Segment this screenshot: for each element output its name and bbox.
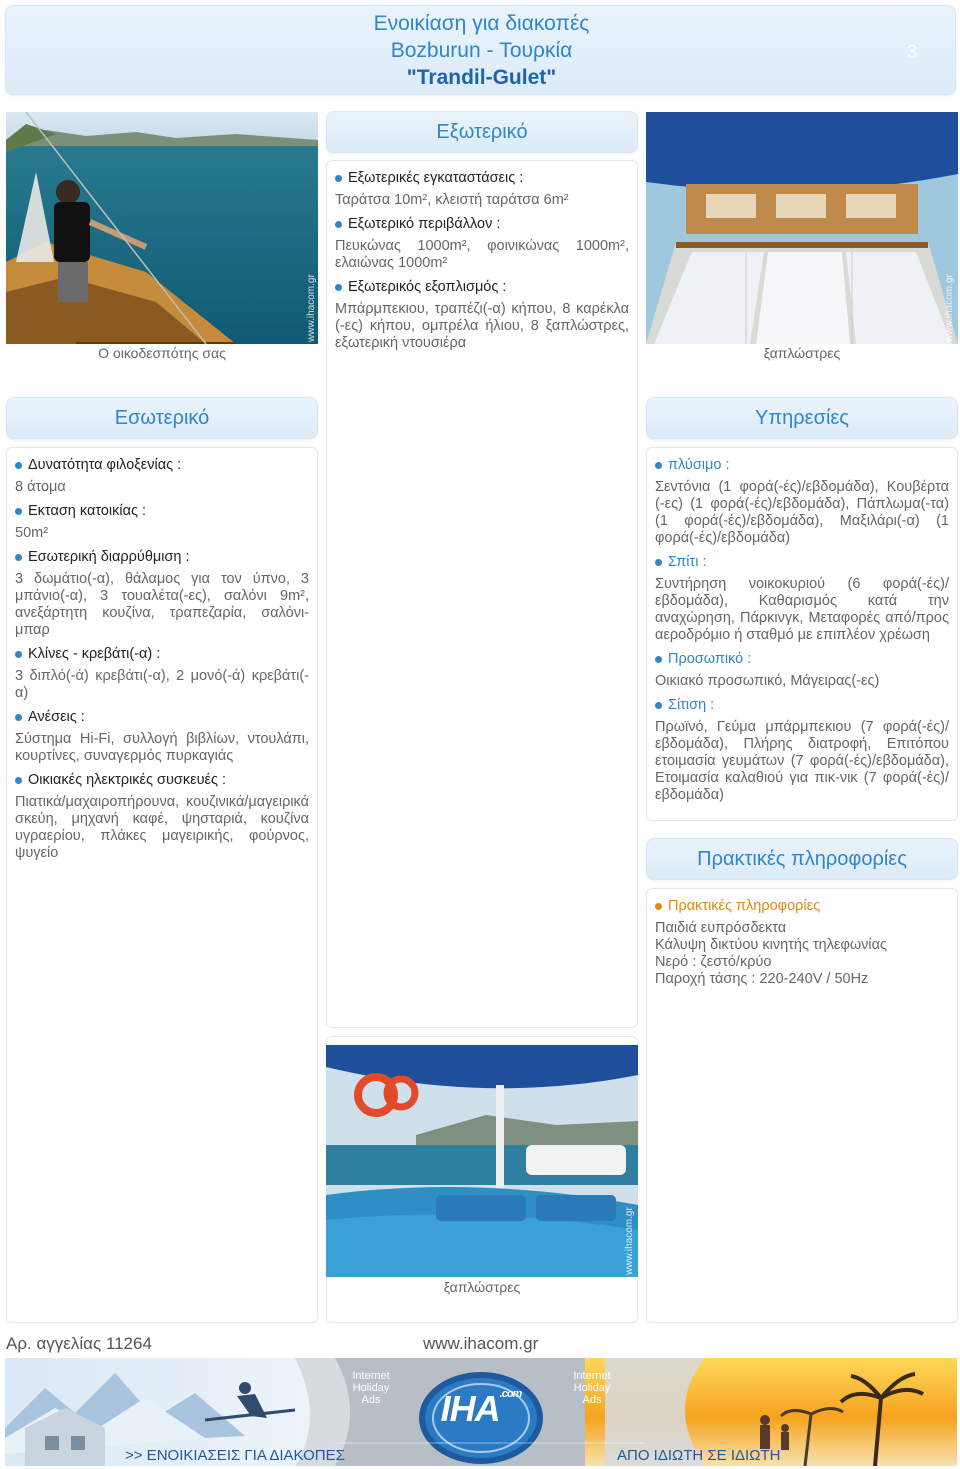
services-item-value: Οικιακό προσωπικό, Μάγειρας(-ες) <box>655 673 880 689</box>
owner-photo-image <box>6 112 318 344</box>
photo-deck <box>646 112 958 344</box>
photo-owner <box>6 112 318 344</box>
listing-reference: Αρ. αγγελίας 11264 <box>6 1334 152 1353</box>
header-title-line3: "Trandil-Gulet" <box>406 66 557 89</box>
practical-line: Παιδιά ευπρόσδεκτα <box>655 920 787 936</box>
interior-item-value: Σύστημα Hi-Fi, συλλογή βιβλίων, ντουλάπι, κουρτίνες, συναγερμός πυρκαγιάς <box>15 731 309 764</box>
services-item-label: Σπίτι : <box>655 554 949 571</box>
exterior-item-value: Πευκώνας 1000m², φοινικώνας 1000m², ελαιώνας 1000m² <box>335 238 629 271</box>
services-item-label: Προσωπικό : <box>655 651 949 668</box>
interior-item-label: Εκταση κατοικίας : <box>15 503 309 520</box>
interior-item-label: Οικιακές ηλεκτρικές συσκευές : <box>15 772 309 789</box>
services-item-label: Σίτιση : <box>655 697 949 714</box>
exterior-item-label: Εξωτερικό περιβάλλον : <box>335 216 629 233</box>
interior-item-value: 3 διπλό(-ά) κρεβάτι(-α), 2 μονό(-ά) κρεβάτι(-α) <box>15 668 309 701</box>
page-number: 3 <box>906 42 917 62</box>
interior-item-value: Πιατικά/μαχαιροπήρουνα, κουζινικά/μαγειρικά σκεύη, μηχανή καφέ, ψησταριά, κουζίνα υγραερίου, πλάκες μαγειρικής, φούρνος, ψυγείο <box>15 794 309 861</box>
practical-line: Παροχή τάσης : 220-240V / 50Hz <box>655 971 869 987</box>
interior-title: Εσωτερικό <box>6 397 318 439</box>
practical-label: Πρακτικές πληροφορίες <box>655 898 949 915</box>
services-item-value: Σεντόνια (1 φορά(-ές)/εβδομάδα), Κουβέρτα (-ες) (1 φορά(-ές)/εβδομάδα), Πάπλωμα(-τα) (1 φορά(-ές)/εβδομάδα), Μαξιλάρι(-α) (1 φορά(-ές)/εβδομάδα) <box>655 479 949 546</box>
interior-item-label: Κλίνες - κρεβάτι(-α) : <box>15 646 309 663</box>
interior-item-value: 50m² <box>15 525 49 541</box>
interior-item-label: Δυνατότητα φιλοξενίας : <box>15 457 309 474</box>
deck-photo-watermark: www.ihacom.gr <box>944 274 955 342</box>
photo-lounge <box>326 1045 638 1277</box>
practical-line: Νερό : ζεστό/κρύο <box>655 954 772 970</box>
interior-item-value: 8 άτομα <box>15 479 66 495</box>
interior-section <box>15 457 309 869</box>
header-title-line1: Ενοικίαση για διακοπές <box>373 12 590 35</box>
owner-photo-caption: Ο οικοδεσπότης σας <box>98 345 226 361</box>
header-title-line2: Bozburun - Τουρκία <box>390 39 573 62</box>
exterior-item-label: Εξωτερικές εγκαταστάσεις : <box>335 170 629 187</box>
interior-item-value: 3 δωμάτιο(-α), θάλαμος για τον ύπνο, 3 μπάνιο(-α), 3 τουαλέτα(-ες), σαλόνι 9m², ανεξάρτητη κουζίνα, τραπεζαρία, σαλόνι-μπαρ <box>15 571 309 638</box>
practical-title: Πρακτικές πληροφορίες <box>646 838 958 880</box>
lounge-photo-caption: ξαπλώστρες <box>443 1279 521 1295</box>
lounge-photo-image <box>326 1045 638 1277</box>
banner-ad-left: Internet Holiday Ads <box>352 1370 390 1406</box>
lounge-photo-watermark: www.ihacom.gr <box>624 1207 635 1275</box>
deck-photo-caption: ξαπλώστρες <box>763 345 841 361</box>
exterior-section <box>335 170 629 359</box>
services-item-value: Πρωϊνό, Γεύμα μπάρμπεκιου (7 φορά(-ές)/εβδομάδα), Πλήρης διατροφή, Επιτόπου ετοιμασία γευμάτων (7 φορά(-ές)/εβδομάδα), Ετοιμασία καλαθιού για πικ-νικ (7 φορά(-ές)/εβδομάδα) <box>655 719 949 803</box>
practical-section <box>655 898 949 995</box>
services-section <box>655 457 949 811</box>
services-item-value: Συντήρηση νοικοκυριού (6 φορά(-ές)/εβδομάδα), Καθαρισμός κατά την αναχώρηση, Πάρκινγκ, Μεταφορές από/προς αεροδρόμιο ή σταθμό με επιπλέον χρέωση <box>655 576 949 643</box>
practical-line: Κάλυψη δικτύου κινητής τηλεφωνίας <box>655 937 888 953</box>
footer-banner[interactable] <box>5 1358 957 1466</box>
interior-item-label: Εσωτερική διαρρύθμιση : <box>15 549 309 566</box>
owner-photo-watermark: www.ihacom.gr <box>306 274 317 342</box>
page-header <box>5 5 956 95</box>
logo-text: IHA <box>440 1388 500 1429</box>
services-title: Υπηρεσίες <box>646 397 958 439</box>
banner-link-private[interactable]: ΑΠΟ ΙΔΙΩΤΗ ΣΕ ΙΔΙΩΤΗ <box>617 1447 781 1464</box>
exterior-item-value: Ταράτσα 10m², κλειστή ταράτσα 6m² <box>335 192 569 208</box>
services-item-label: πλύσιμο : <box>655 457 949 474</box>
website-link[interactable]: www.ihacom.gr <box>423 1334 539 1353</box>
exterior-item-label: Εξωτερικός εξοπλισμός : <box>335 279 629 296</box>
exterior-title: Εξωτερικό <box>326 111 638 153</box>
logo-sub: .com <box>499 1388 522 1400</box>
banner-ad-right: Internet Holiday Ads <box>573 1370 611 1406</box>
practical-lines <box>655 920 949 988</box>
iha-logo[interactable] <box>431 1388 531 1430</box>
banner-link-holiday-rentals[interactable]: >> ΕΝΟΙΚΙΑΣΕΙΣ ΓΙΑ ΔΙΑΚΟΠΕΣ <box>125 1447 345 1464</box>
interior-item-label: Ανέσεις : <box>15 709 309 726</box>
exterior-item-value: Μπάρμπεκιου, τραπέζι(-α) κήπου, 8 καρέκλα (-ες) κήπου, ομπρέλα ήλιου, 8 ξαπλώστρες, εξωτερική ντουσιέρα <box>335 301 629 351</box>
deck-photo-image <box>646 112 958 344</box>
